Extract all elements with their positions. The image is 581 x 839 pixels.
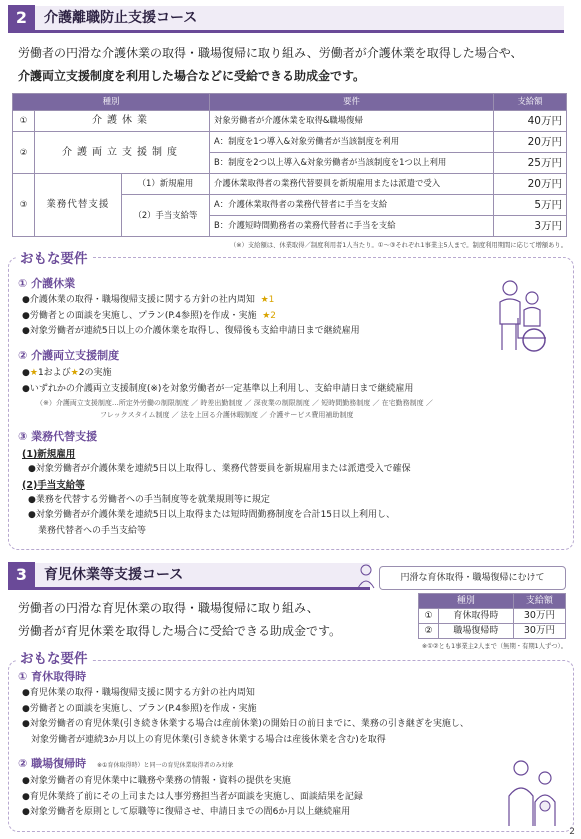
page-number: 2 xyxy=(569,827,575,837)
table-row: （2）手当支給等 A：介護休業取得者の業務代替者に手当を支給 5万円 xyxy=(13,195,567,216)
lead-line-2: 介護両立支援制度を利用した場合などに受給できる助成金です。 xyxy=(18,69,366,83)
table-row: ① 介護休業 対象労働者が介護休業を取得&職場復帰 40万円 xyxy=(13,111,567,132)
section-3-tag: 円滑な育休取得・職場復帰にむけて xyxy=(379,566,566,590)
person-icon xyxy=(356,563,376,589)
req-3-title: ③ 業務代替支援 xyxy=(18,430,98,443)
req-2-list: ●対象労働者の育児休業中に職務や業務の情報・資料の提供を実施 ●育児休業終了前にその上司または人事労務担当者が面談を実施し、面談結果を記録 ●対象労働者を原則として原職等に復帰させ、申請日までの間6か月以上継続雇用 xyxy=(22,776,363,818)
req-1-title: ① 育休取得時 xyxy=(18,670,87,683)
section-number: 3 xyxy=(8,562,35,589)
req-2-title: ② 介護両立支援制度 xyxy=(18,349,120,362)
table-row: B：制度を2つ以上導入&対象労働者が当該制度を1つ以上利用 25万円 xyxy=(13,153,567,174)
lead-line-2: 労働者が育児休業を取得した場合に受給できる助成金です。 xyxy=(18,624,342,638)
table-row: ① 育休取得時 30万円 xyxy=(419,609,566,624)
req-3-list: (1)新規雇用 ●対象労働者が介護休業を連続5日以上取得し、業務代替要員を新規雇用または派遣受入で確保 (2)手当支給等 ●業務を代替する労働者への手当制度等を就業規則等に規定 ●対象労働者が介護休業を連続5日以上取得または短時間勤務制度を合計15日以上利用し、 業務代替者への手当支給等 xyxy=(22,449,411,536)
th-amount: 支給額 xyxy=(494,94,567,111)
th-type: 種別 xyxy=(13,94,210,111)
table-row: ② 介護両立支援制度 A：制度を1つ導入&対象労働者が当該制度を利用 20万円 xyxy=(13,132,567,153)
section-2-header xyxy=(8,6,564,33)
lead-line-1: 労働者の円滑な介護休業の取得・職場復帰に取り組み、労働者が介護休業を取得した場合や、 xyxy=(18,46,523,60)
req-2-list: ●★1および★2の実施 ●いずれかの介護両立支援制度(※)を対象労働者が一定基準以上利用し、支給申請日まで継続雇用 （※）介護両立支援制度…所定外労働の制限制度 ／ 時差出勤制度 ／ 深夜業の制限制度 ／ 短時間勤務制度 ／ 在宅勤務制度 ／ フレックスタイム制度 ／ 法を上回る介護休暇制度 ／ 介護サービス費用補助制度 xyxy=(22,368,433,420)
table-row: B：介護短時間勤務者の業務代替者に手当を支給 3万円 xyxy=(13,216,567,237)
table-note: （※）支給額は、休業取得／制度利用者1人当たり。①～③それぞれ1事業主5人まで。制度利用期間に応じて増額あり。 xyxy=(229,242,567,249)
requirements-heading: おもな要件 xyxy=(16,250,92,268)
table-row: ③ 業務代替支援 （1）新規雇用 介護休業取得者の業務代替要員を新規雇用または派遣で受入 20万円 xyxy=(13,174,567,195)
course-2-table xyxy=(12,93,567,237)
req-1-title: ① 介護休業 xyxy=(18,277,76,290)
requirements-heading: おもな要件 xyxy=(16,650,92,668)
section-title: 介護離職防止支援コース xyxy=(44,9,198,26)
table-note: ※①②とも1事業主2人まで（無期・有期1人ずつ）。 xyxy=(421,643,567,650)
section-3-header xyxy=(8,563,370,590)
course-3-table: 種別 支給額 ① 育休取得時 30万円 ② 職場復帰時 30万円 xyxy=(418,593,566,639)
req-2-heading: ② 職場復帰時 ※①育休取得時）と同一の育児休業取得者のみ対象 xyxy=(18,757,234,770)
table-row: ② 職場復帰時 30万円 xyxy=(419,624,566,639)
req-1-list: ●育児休業の取得・職場復帰支援に関する方針の社内周知 ●労働者との面談を実施し、プラン(P.4参照)を作成・実施 ●対象労働者の育児休業(引き続き休業する場合は産前休業)の開始日の前日までに、業務の引き継ぎを実施し、 対象労働者が連続3か月以上の育児休業(引き続き休業する場合は産後休業を含む)を取得 xyxy=(22,688,469,745)
section-title: 育児休業等支援コース xyxy=(44,566,184,583)
th-requirement: 要件 xyxy=(210,94,494,111)
caregiver-wheelchair-icon xyxy=(488,278,558,354)
req-1-list: ●介護休業の取得・職場復帰支援に関する方針の社内周知 ★1 ●労働者との面談を実施し、プラン(P.4参照)を作成・実施 ★2 ●対象労働者が連続5日以上の介護休業を取得し、復帰後も支給申請日まで継続雇用 xyxy=(22,295,360,337)
parents-baby-icon xyxy=(505,758,563,828)
section-number: 2 xyxy=(8,5,35,32)
lead-line-1: 労働者の円滑な育児休業の取得・職場復帰に取り組み、 xyxy=(18,601,319,615)
